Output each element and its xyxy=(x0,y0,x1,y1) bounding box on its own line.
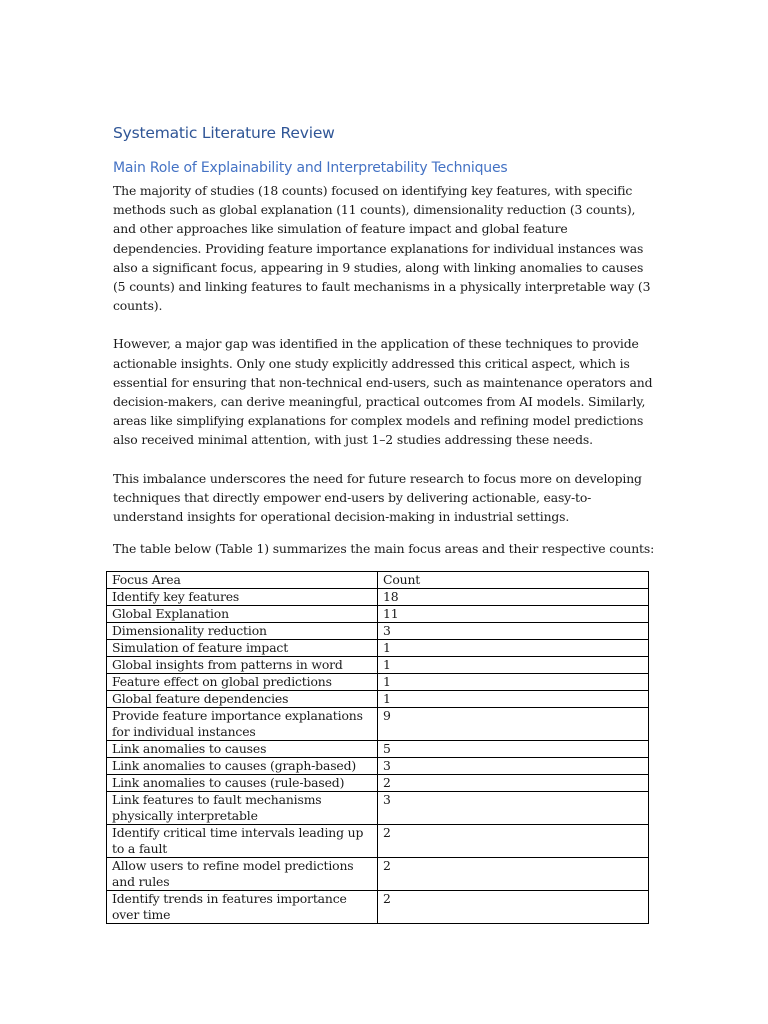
focus-area-cell: Link anomalies to causes (rule-based) xyxy=(107,775,378,792)
count-cell: 1 xyxy=(378,674,649,691)
table-row xyxy=(107,891,649,924)
focus-area-cell: Identify key features xyxy=(107,589,378,606)
count-cell: 2 xyxy=(378,858,649,891)
focus-area-cell: Link anomalies to causes (graph-based) xyxy=(107,758,378,775)
count-cell: 2 xyxy=(378,891,649,924)
table-row xyxy=(107,606,649,623)
focus-area-cell: Link anomalies to causes xyxy=(107,741,378,758)
focus-area-table xyxy=(106,571,649,924)
table-row xyxy=(107,623,649,640)
document-title: Systematic Literature Review xyxy=(113,124,335,142)
table-row xyxy=(107,708,649,741)
count-cell: 3 xyxy=(378,792,649,825)
count-cell: 2 xyxy=(378,775,649,792)
count-cell: 1 xyxy=(378,657,649,674)
focus-area-cell: Global Explanation xyxy=(107,606,378,623)
paragraph-imbalance: This imbalance underscores the need for future research to focus more on developing techniques that directly empower end-users by delivering actionable, easy-to-understand insights for operational decision-making in industrial settings. xyxy=(113,470,642,525)
table-row xyxy=(107,825,649,858)
count-cell: 9 xyxy=(378,708,649,741)
focus-area-cell: Simulation of feature impact xyxy=(107,640,378,657)
table-row xyxy=(107,691,649,708)
paragraph-table-intro: The table below (Table 1) summarizes the main focus areas and their respective counts: xyxy=(113,541,655,557)
count-cell: 3 xyxy=(378,623,649,640)
table-row xyxy=(107,858,649,891)
count-cell: 1 xyxy=(378,691,649,708)
table-row xyxy=(107,741,649,758)
section-heading: Main Role of Explainability and Interpretability Techniques xyxy=(113,160,508,176)
table-row xyxy=(107,589,649,606)
count-cell: 1 xyxy=(378,640,649,657)
table-header-row xyxy=(107,572,649,589)
focus-area-cell: Provide feature importance explanations for individual instances xyxy=(107,708,378,741)
count-cell: 2 xyxy=(378,825,649,858)
focus-area-cell: Dimensionality reduction xyxy=(107,623,378,640)
table-row xyxy=(107,674,649,691)
paragraph-key-features: The majority of studies (18 counts) focused on identifying key features, with specific methods such as global explanation (11 counts), dimensionality reduction (3 counts), and other approaches like simulation of feature impact and global feature dependencies. Providing feature importance explanations for individual instances was also a significant focus, appearing in 9 studies, along with linking anomalies to causes (5 counts) and linking features to fault mechanisms in a physically interpretable way (3 counts). xyxy=(113,183,651,314)
count-cell: 18 xyxy=(378,589,649,606)
focus-area-cell: Identify critical time intervals leading up to a fault xyxy=(107,825,378,858)
count-cell: 3 xyxy=(378,758,649,775)
focus-area-cell: Identify trends in features importance over time xyxy=(107,891,378,924)
table-row xyxy=(107,775,649,792)
table-row xyxy=(107,792,649,825)
header-focus-area: Focus Area xyxy=(107,572,378,589)
count-cell: 11 xyxy=(378,606,649,623)
focus-area-cell: Allow users to refine model predictions and rules xyxy=(107,858,378,891)
count-cell: 5 xyxy=(378,741,649,758)
table-row xyxy=(107,758,649,775)
focus-area-cell: Global feature dependencies xyxy=(107,691,378,708)
table-row xyxy=(107,640,649,657)
focus-area-cell: Global insights from patterns in word xyxy=(107,657,378,674)
focus-area-cell: Link features to fault mechanisms physically interpretable xyxy=(107,792,378,825)
table-row xyxy=(107,657,649,674)
header-count: Count xyxy=(378,572,649,589)
focus-area-cell: Feature effect on global predictions xyxy=(107,674,378,691)
paragraph-gap: However, a major gap was identified in the application of these techniques to provide actionable insights. Only one study explicitly addressed this critical aspect, which is essential for ensuring that non-technical end-users, such as maintenance operators and decision-makers, can derive meaningful, practical outcomes from AI models. Similarly, areas like simplifying explanations for complex models and refining model predictions also received minimal attention, with just 1–2 studies addressing these needs. xyxy=(113,336,653,448)
